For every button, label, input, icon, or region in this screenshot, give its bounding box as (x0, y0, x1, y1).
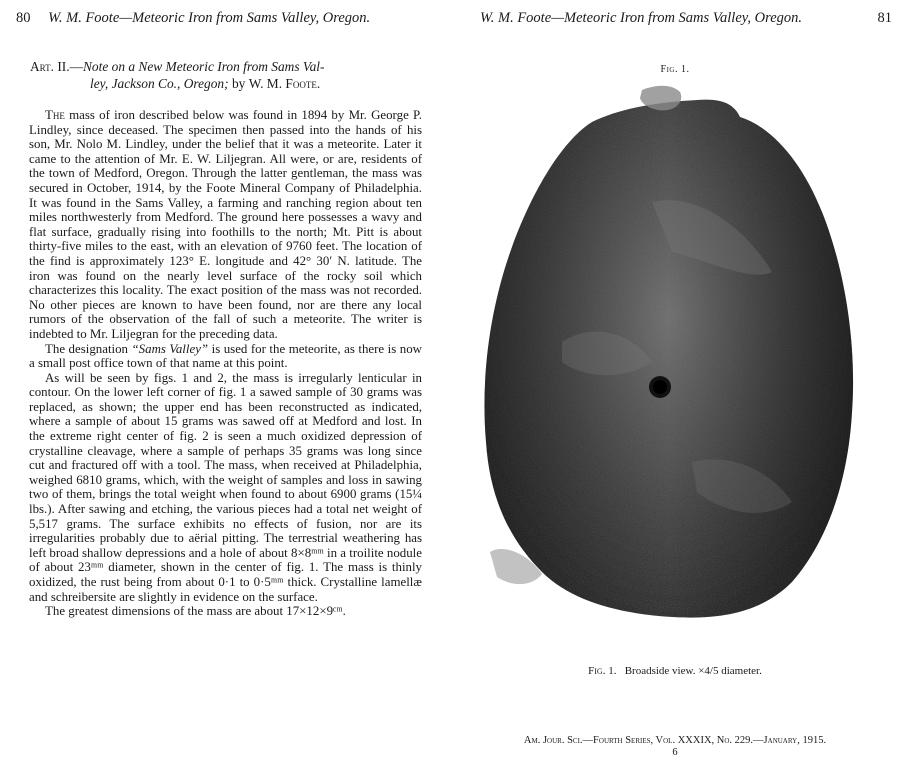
paragraph-2-before: The designation (45, 341, 132, 356)
left-running-title: W. M. Foote—Meteoric Iron from Sams Valley, Oregon. (48, 10, 371, 26)
paragraph-2-after: is used for the meteorite, as there is now a small post office town of that name at this point. (29, 341, 422, 371)
journal-citation: Am. Jour. Sci.—Fourth Series, Vol. XXXIX, No. 229.—January, 1915. (523, 735, 827, 746)
article-author: W. M. Foote. (248, 76, 321, 91)
signature-mark: 6 (672, 747, 678, 758)
page-footer (450, 735, 900, 759)
right-running-title: W. M. Foote—Meteoric Iron from Sams Valley, Oregon. (480, 10, 803, 26)
paragraph-4 (29, 604, 422, 619)
article-title-line2-wrap (30, 75, 422, 92)
paragraph-3 (29, 371, 422, 605)
left-running-head (16, 10, 432, 27)
left-page-number: 80 (16, 10, 31, 26)
right-page (450, 0, 900, 760)
meteorite-shape (484, 86, 853, 618)
figure-caption-label: Fig. 1. (588, 665, 617, 677)
right-running-head (480, 10, 892, 27)
meteorite-photograph (472, 82, 872, 622)
article-title-line1: Note on a New Meteoric Iron from Sams Val- (82, 59, 325, 74)
paragraph-2-italic: “Sams Valley” (131, 341, 209, 356)
paragraph-1-text: mass of iron described below was found in 1894 by Mr. George P. Lindley, since deceased. The specimen then passed into the hands of his son, Mr. Nolo M. Lindley, under the belief that it was a meteorite. Later it came to the attention of Mr. E. W. Liljegran. All were, or are, residents of the town of Medford, Oregon. Through the latter gentleman, the mass was secured in October, 1914, by the Foote Mineral Company of Philadelphia. It was found in the Sams Valley, a farming and ranching region about ten miles northwesterly from Medford. The ground here possesses a wavy and flat surface, gradually rising into foothills to the north; Mt. Pitt is about thirty-five miles to the east, with an elevation of 9760 feet. The location of the find is approximately 123° E. longitude and 42° 30′ N. latitude. The iron was found on the nearly level surface of the rocky soil which characterizes this locality. The exact position of the mass was not recorded. No other pieces are known to have been found, nor are there any local rumors of the observation of the fall of such a meteorite. The writer is indebted to Mr. Liljegran for the preceding data. (29, 108, 422, 341)
article-title-line2: ley, Jackson Co., Oregon; (90, 76, 229, 91)
article-heading (30, 58, 422, 92)
article-number: Art. II.— (30, 59, 83, 74)
paragraph-1 (29, 108, 422, 342)
paragraph-1-lead: The (45, 108, 65, 122)
article-by: by (228, 76, 249, 91)
right-page-number: 81 (877, 10, 892, 26)
article-body (29, 108, 422, 619)
paragraph-3-text: As will be seen by figs. 1 and 2, the mass is irregularly lenticular in contour. On the lower left corner of fig. 1 a sawed sample of 30 grams was replaced, as shown; the upper end has been reconstructed as indicated, where a sample of about 15 grams was sawed off at Medford and lost. In the extreme right center of fig. 2 is seen a much oxidized depression of crystalline cleavage, where a sample of perhaps 35 grams was long since cut and fractured off with a tool. The mass, when received at Philadelphia, weighed 6810 grams, which, with the weight of samples and loss in sawing two of them, brings the total weight when found to about 6900 grams (15¼ lbs.). After sawing and etching, the various pieces had a total net weight of 5,517 grams. The surface exhibits no effects of fusion, nor are its irregularities probably due to aërial pitting. The terrestrial weathering has left broad shallow depressions and a hole of about 8×8ᵐᵐ in a troilite nodule of about 23ᵐᵐ diameter, shown in the center of fig. 1. The mass is thinly oxidized, the rust being from about 0·1 to 0·5ᵐᵐ thick. Crystalline lamellæ and schreibersite are slightly in evidence on the surface. (29, 370, 422, 604)
paragraph-4-text: The greatest dimensions of the mass are about 17×12×9ᶜᵐ. (45, 604, 346, 619)
figure-label: Fig. 1. (660, 64, 690, 75)
figure-caption-text: Broadside view. ×4/5 diameter. (624, 665, 762, 677)
paragraph-2 (29, 342, 422, 371)
figure-caption (450, 665, 900, 677)
